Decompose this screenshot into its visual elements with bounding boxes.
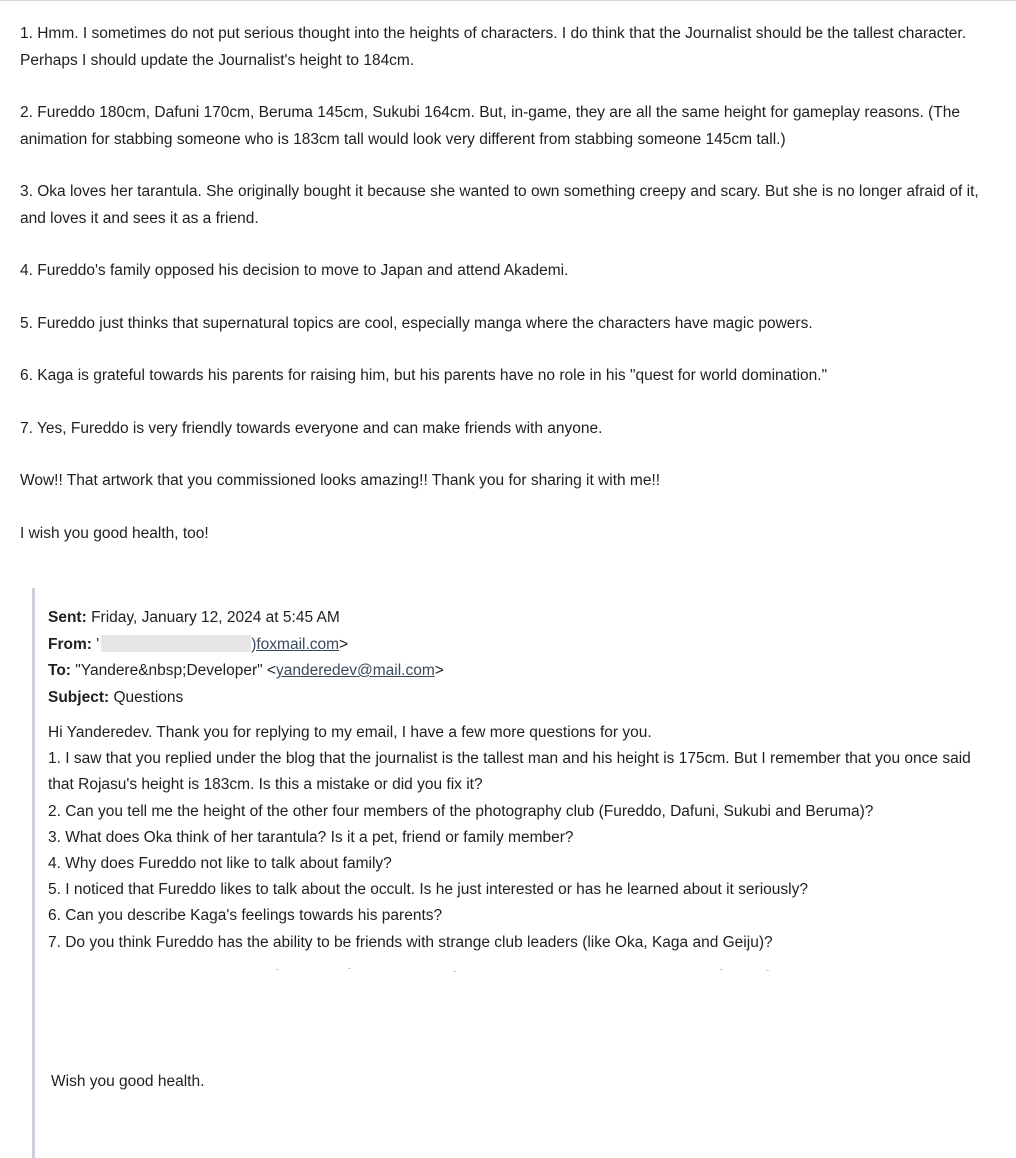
question-7: 7. Do you think Fureddo has the ability to be friends with strange club leaders (like Oka, Kaga and Geiju)? [48, 933, 773, 951]
reply-paragraph-7: 7. Yes, Fureddo is very friendly towards everyone and can make friends with anyone. [20, 419, 603, 437]
quoted-signoff: Wish you good health. [51, 1073, 205, 1090]
quoted-message [32, 588, 992, 1158]
subject-value: Questions [113, 688, 184, 706]
subject-label: Subject: [48, 688, 110, 706]
reply-paragraph-2: 2. Fureddo 180cm, Dafuni 170cm, Beruma 145cm, Sukubi 164cm. But, in-game, they are all the same height for gameplay reasons. (The animation for stabbing someone who is 183cm tall would look very different from stabbing someone 145cm tall.) [20, 104, 960, 148]
artifact-speck [348, 968, 351, 969]
to-line [48, 658, 992, 685]
reply-paragraph-3: 3. Oka loves her tarantula. She originally bought it because she wanted to own something creepy and scary. But she is no longer afraid of it, and loves it and sees it as a friend. [20, 183, 979, 227]
question-4: 4. Why does Fureddo not like to talk about family? [48, 855, 392, 873]
to-suffix: > [434, 662, 444, 679]
to-label: To: [48, 662, 71, 679]
artifact-speck [720, 969, 723, 970]
reply-paragraph-6: 6. Kaga is grateful towards his parents for raising him, but his parents have no role in his "quest for world domination." [20, 367, 828, 384]
from-email-link[interactable]: )foxmail.com [251, 635, 340, 653]
subject-line [48, 685, 992, 712]
reply-paragraph-1: 1. Hmm. I sometimes do not put serious thought into the heights of characters. I do think that the Journalist should be the tallest character. Perhaps I should update the Journalist's height to 184cm. [20, 25, 967, 69]
artifact-speck [766, 970, 769, 971]
from-label: From: [48, 635, 92, 653]
top-divider [0, 0, 1016, 1]
to-email-link[interactable]: yanderedev@mail.com [276, 662, 435, 679]
reply-paragraph-4: 4. Fureddo's family opposed his decision to move to Japan and attend Akademi. [20, 262, 569, 279]
question-5: 5. I noticed that Fureddo likes to talk about the occult. Is he just interested or has he learned about it seriously? [48, 881, 808, 899]
reply-closing: I wish you good health, too! [20, 524, 209, 542]
from-suffix: > [339, 635, 349, 653]
quoted-header [48, 605, 992, 711]
question-3: 3. What does Oka think of her tarantula? Is it a pet, friend or family member? [48, 828, 574, 846]
reply-paragraph-5: 5. Fureddo just thinks that supernatural topics are cool, especially manga where the characters have magic powers. [20, 314, 813, 332]
quoted-greeting: Hi Yanderedev. Thank you for replying to my email, I have a few more questions for you. [48, 724, 652, 741]
from-line [48, 632, 992, 659]
artifact-speck [453, 971, 456, 972]
question-2: 2. Can you tell me the height of the other four members of the photography club (Fureddo, Dafuni, Sukubi and Beruma)? [48, 802, 874, 820]
to-name: "Yandere&nbsp;Developer" < [75, 662, 276, 679]
question-1: 1. I saw that you replied under the blog that the journalist is the tallest man and his height is 175cm. But I remember that you once said that Rojasu's height is 183cm. Is this a mistake or did you fix it? [48, 750, 971, 794]
reply-paragraph-artwork: Wow!! That artwork that you commissioned looks amazing!! Thank you for sharing it with me!! [20, 472, 661, 489]
sent-value: Friday, January 12, 2024 at 5:45 AM [91, 609, 340, 626]
from-prefix: ' [96, 635, 100, 653]
artifact-speck [276, 969, 279, 970]
quoted-body [48, 720, 992, 956]
question-6: 6. Can you describe Kaga's feelings towards his parents? [48, 907, 443, 925]
redacted-sender [101, 635, 251, 652]
sent-line [48, 605, 992, 632]
reply-body [20, 21, 1000, 573]
sent-label: Sent: [48, 609, 87, 626]
